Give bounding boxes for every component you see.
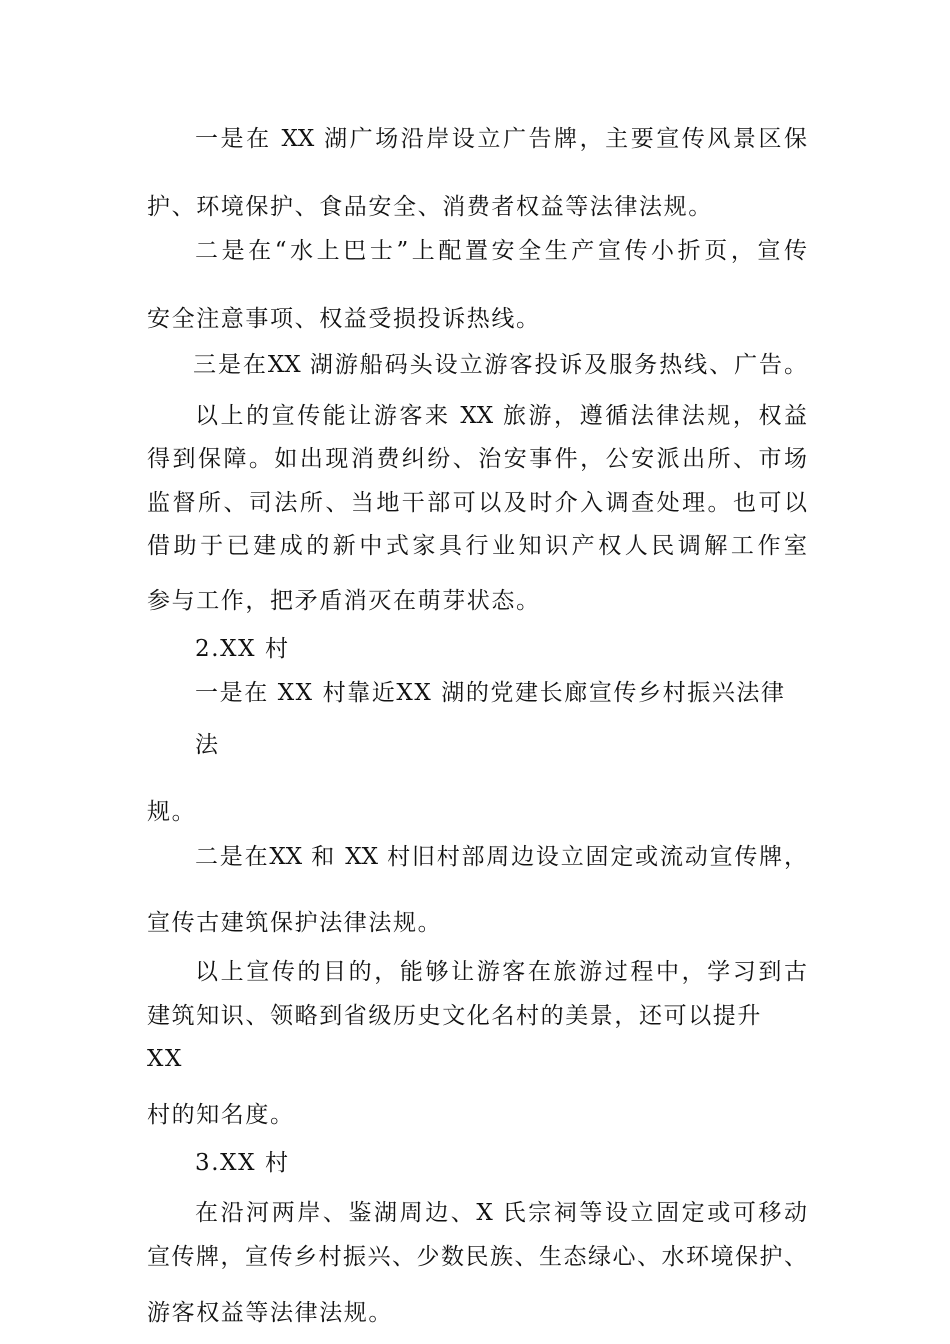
- paragraph-line: 游客权益等法律法规。: [147, 1300, 393, 1326]
- paragraph-line: 得到保障。如出现消费纠纷、治安事件，公安派出所、市场: [147, 446, 807, 472]
- paragraph-line: 在沿河两岸、鉴湖周边、X 氏宗祠等设立固定或可移动: [195, 1200, 807, 1226]
- paragraph-line: 参与工作，把矛盾消灭在萌芽状态。: [147, 588, 541, 614]
- paragraph-line: 三是在XX 湖游船码头设立游客投诉及服务热线、广告。: [193, 352, 807, 378]
- paragraph-line: 二是在“水上巴士”上配置安全生产宣传小折页，宣传: [195, 238, 807, 264]
- paragraph-line: 一是在 XX 村靠近XX 湖的党建长廊宣传乡村振兴法律: [195, 680, 786, 706]
- paragraph-line: 宣传牌，宣传乡村振兴、少数民族、生态绿心、水环境保护、: [147, 1244, 807, 1270]
- section-heading: 2.XX 村: [195, 636, 290, 662]
- paragraph-line: 一是在 XX 湖广场沿岸设立广告牌，主要宣传风景区保: [195, 126, 807, 152]
- paragraph-line: 以上宣传的目的，能够让游客在旅游过程中，学习到古: [195, 959, 807, 985]
- paragraph-line: 村的知名度。: [147, 1102, 295, 1128]
- paragraph-line: 建筑知识、领略到省级历史文化名村的美景，还可以提升: [147, 1003, 762, 1029]
- paragraph-line: 借助于已建成的新中式家具行业知识产权人民调解工作室: [147, 533, 807, 559]
- paragraph-line: 监督所、司法所、当地干部可以及时介入调查处理。也可以: [147, 490, 807, 516]
- paragraph-line: XX: [147, 1046, 183, 1072]
- paragraph-line: 二是在XX 和 XX 村旧村部周边设立固定或流动宣传牌，: [195, 844, 807, 870]
- paragraph-line: 护、环境保护、食品安全、消费者权益等法律法规。: [147, 194, 713, 220]
- paragraph-line: 以上的宣传能让游客来 XX 旅游，遵循法律法规，权益: [195, 403, 807, 429]
- paragraph-line: 安全注意事项、权益受损投诉热线。: [147, 306, 541, 332]
- paragraph-line: 规。: [147, 799, 197, 825]
- paragraph-line: 法: [195, 732, 220, 758]
- paragraph-line: 宣传古建筑保护法律法规。: [147, 910, 443, 936]
- section-heading: 3.XX 村: [195, 1150, 290, 1176]
